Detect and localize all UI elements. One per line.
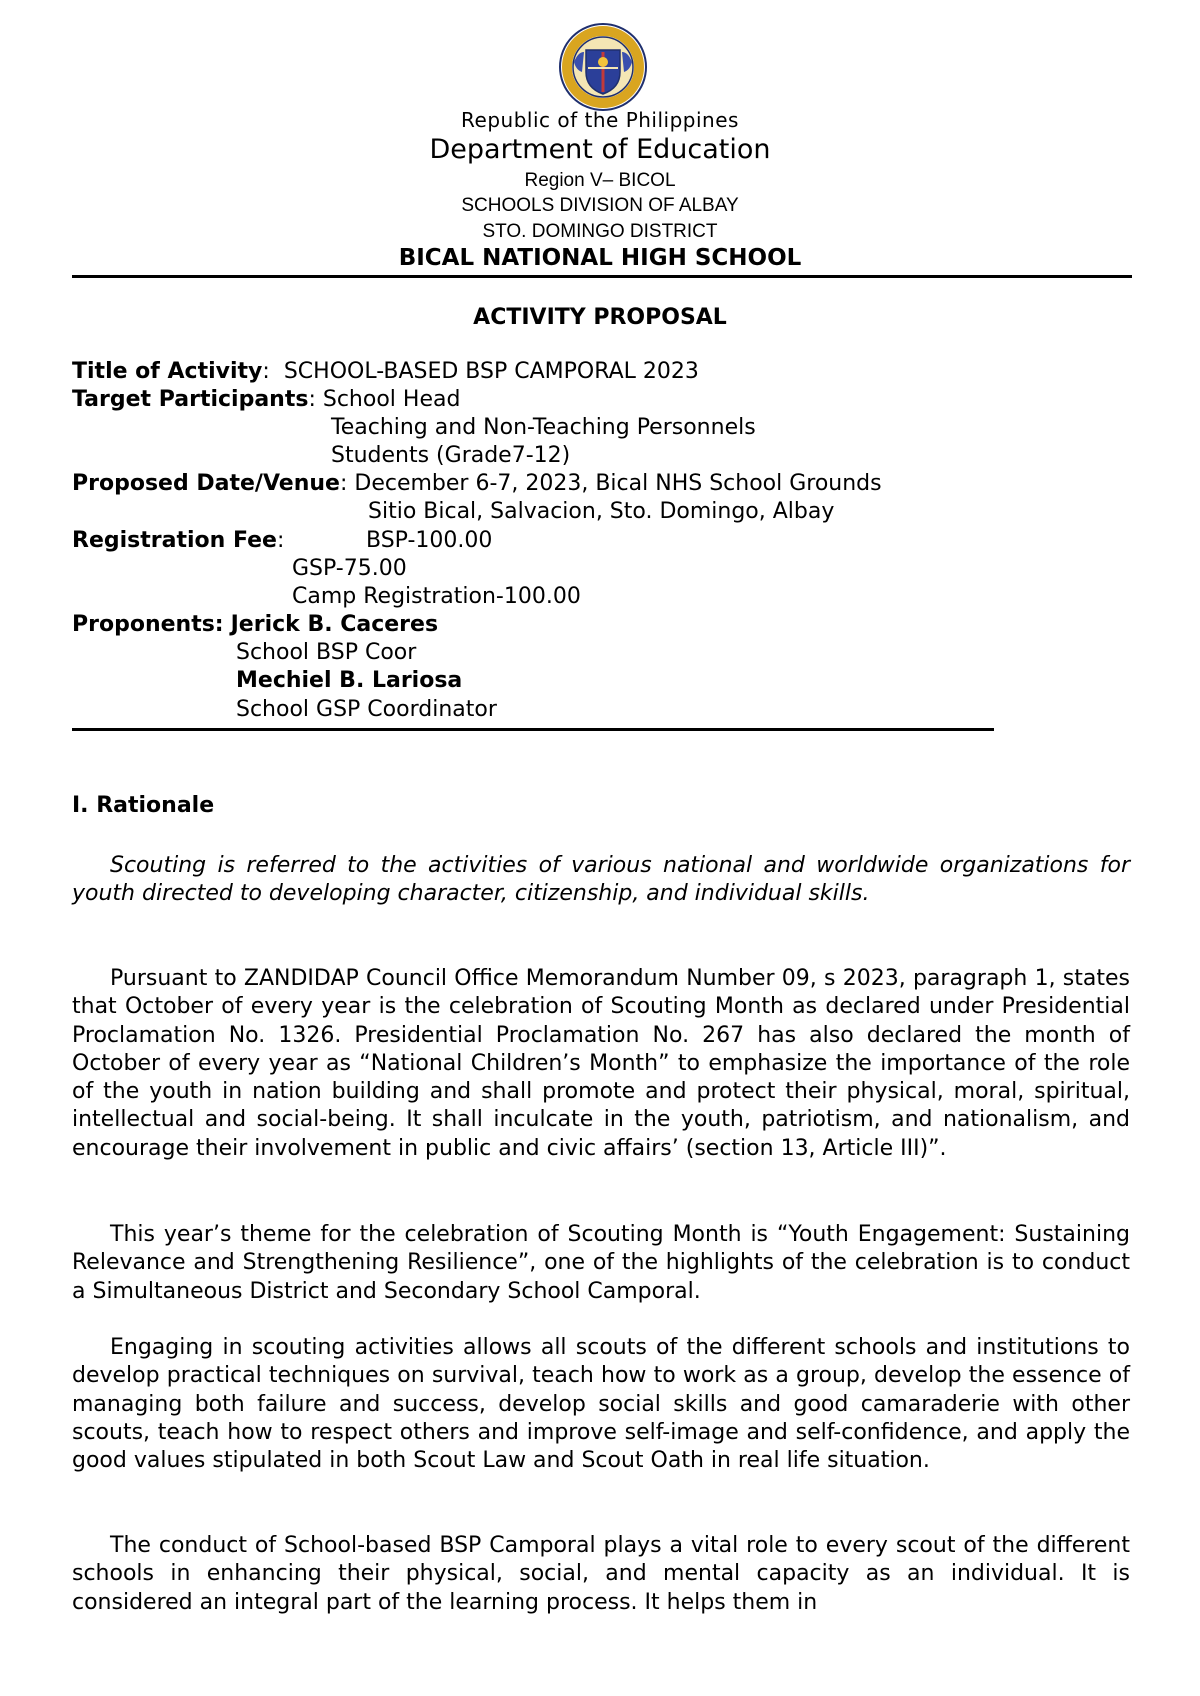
participant-item: Teaching and Non-Teaching Personnels bbox=[331, 415, 756, 440]
school-name: BICAL NATIONAL HIGH SCHOOL bbox=[398, 245, 802, 271]
activity-title-label: Title of Activity bbox=[72, 359, 263, 384]
proponent-name: Mechiel B. Lariosa bbox=[236, 668, 463, 693]
activity-title-row bbox=[72, 359, 699, 384]
fee-item: GSP-75.00 bbox=[292, 556, 407, 581]
rationale-paragraph: Pursuant to ZANDIDAP Council Office Memorandum Number 09, s 2023, paragraph 1, states that October of every year is the celebration of Scouting Month as declared under Presidential Proclamation No. 1326. Presidential Proclamation No. 267 has also declared the month of October of every year as “National Children’s Month” to emphasize the importance of the role of the youth in nation building and shall promote and protect their physical, moral, spiritual, intellectual and social-being. It shall inculcate in the youth, patriotism, and nationalism, and encourage their involvement in public and civic affairs’ (section 13, Article III)”. bbox=[72, 966, 1130, 1161]
participants-row bbox=[72, 387, 460, 412]
rationale-paragraph: The conduct of School-based BSP Camporal plays a vital role to every scout of the different schools in enhancing their physical, social, and mental capacity as an individual. It is considered an integral part of the learning process. It helps them in bbox=[72, 1533, 1130, 1615]
proponent-role: School BSP Coor bbox=[236, 640, 417, 665]
registration-fee-row bbox=[72, 528, 284, 553]
participants-label: Target Participants bbox=[72, 387, 309, 412]
rationale-heading: I. Rationale bbox=[72, 793, 215, 818]
registration-fee-label: Registration Fee bbox=[72, 528, 277, 553]
proponent-name: Jerick B. Caceres bbox=[230, 612, 439, 637]
details-divider bbox=[72, 728, 994, 731]
proponents-label: Proponents: bbox=[72, 612, 224, 637]
activity-title-value: SCHOOL-BASED BSP CAMPORAL 2023 bbox=[283, 359, 699, 384]
region-line: Region V– BICOL bbox=[524, 170, 676, 191]
date-venue-label: Proposed Date/Venue bbox=[72, 471, 340, 496]
rationale-paragraph: Scouting is referred to the activities of various national and worldwide organizations for youth directed to developing character, citizenship, and individual skills. bbox=[72, 853, 1130, 907]
rationale-paragraph: Engaging in scouting activities allows all scouts of the different schools and institutions to develop practical techniques on survival, teach how to work as a group, develop the essence of managing both failure and success, develop social skills and good camaraderie with other scouts, teach how to respect others and improve self-image and self-confidence, and apply the good values stipulated in both Scout Law and Scout Oath in real life situation. bbox=[72, 1335, 1130, 1474]
deped-seal-logo bbox=[558, 22, 648, 112]
rationale-paragraph: This year’s theme for the celebration of Scouting Month is “Youth Engagement: Sustaining Relevance and Strengthening Resilience”, one of the highlights of the celebration is to conduct a Simultaneous District and Secondary School Camporal. bbox=[72, 1222, 1130, 1304]
header-divider bbox=[72, 275, 1132, 278]
fee-item: BSP-100.00 bbox=[366, 528, 493, 553]
participant-item: School Head bbox=[322, 387, 461, 412]
date-venue-line: Sitio Bical, Salvacion, Sto. Domingo, Albay bbox=[368, 499, 835, 524]
division-line: SCHOOLS DIVISION OF ALBAY bbox=[461, 195, 739, 216]
date-venue-line: December 6-7, 2023, Bical NHS School Grounds bbox=[354, 471, 882, 496]
republic-line: Republic of the Philippines bbox=[461, 108, 739, 132]
district-line: STO. DOMINGO DISTRICT bbox=[482, 221, 718, 242]
activity-title-sep: : bbox=[262, 359, 270, 384]
document-title: ACTIVITY PROPOSAL bbox=[473, 305, 727, 330]
proponent-role: School GSP Coordinator bbox=[236, 697, 497, 722]
registration-fee-sep: : bbox=[276, 528, 285, 553]
proponents-row bbox=[72, 612, 438, 637]
fee-item: Camp Registration-100.00 bbox=[292, 584, 581, 609]
participant-item: Students (Grade7-12) bbox=[331, 443, 571, 468]
participants-sep: : bbox=[308, 387, 316, 412]
date-venue-sep: : bbox=[339, 471, 348, 496]
date-venue-row bbox=[72, 471, 882, 496]
department-name: Department of Education bbox=[429, 134, 771, 165]
